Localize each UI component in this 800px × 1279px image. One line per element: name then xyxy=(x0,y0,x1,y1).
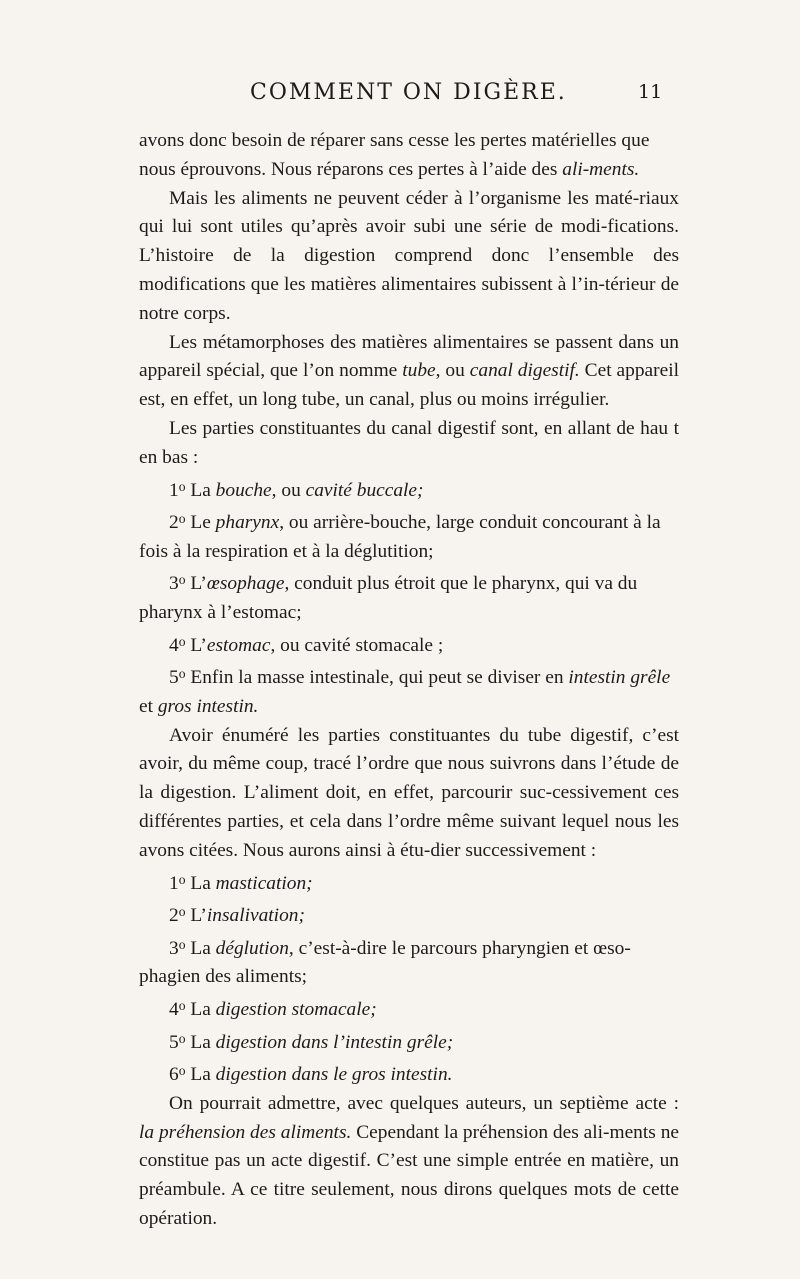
paragraph xyxy=(139,722,679,866)
list-item: 4$^o$ La digestion stomacale; xyxy=(169,998,377,1020)
list-item: 3$^o$ L’œsophage, conduit plus étroit que le pharynx, qui va du pharynx à l’estomac; xyxy=(139,572,638,623)
text-run: Cet appareil est, en effet, un long tube, un canal, plus ou moins irrégulier. xyxy=(139,360,679,411)
italic-term: ali-ments. xyxy=(562,158,640,180)
list-item: 3$^o$ La déglution, c’est-à-dire le parcours pharyngien et œso-phagien des aliments; xyxy=(139,936,631,988)
body-text xyxy=(139,127,679,1234)
paragraph xyxy=(139,1090,679,1234)
text-run: Mais les aliments ne peuvent céder à l’organisme les maté-riaux qui lui sont utiles qu’après avoir subi une série de modi-fications. L’histoire de la digestion comprend donc l’ensemble des modifications que les matières alimentaires subissent à l’in-térieur de notre corps. xyxy=(139,187,679,324)
list-item: 2$^o$ Le pharynx, ou arrière-bouche, large conduit concourant à la fois à la respiration et à la déglutition; xyxy=(139,511,661,562)
paragraph xyxy=(139,329,679,415)
list-item: 6$^o$ La digestion dans le gros intestin. xyxy=(169,1063,453,1085)
text-run: avons donc besoin de réparer sans cesse les pertes matérielles que nous éprouvons. Nous réparons ces pertes à l’aide des xyxy=(139,130,650,180)
list-item: 4$^o$ L’estomac, ou cavité stomacale ; xyxy=(169,633,444,656)
italic-term: tube xyxy=(402,360,436,382)
list-item: 1$^o$ La bouche, ou cavité buccale; xyxy=(169,478,424,501)
text-run: Avoir énuméré les parties constituantes du tube digestif, c’est avoir, du même coup, tracé l’ordre que nous suivrons dans l’étude de la digestion. L’aliment doit, en effet, parcourir suc-cessivement ces différentes parties, et cela dans l’ordre même suivant lequel nous les avons citées. Nous aurons ainsi à étu-dier successivement : xyxy=(139,724,679,861)
stage-list xyxy=(139,866,679,1090)
text-run: Les métamorphoses des matières alimentaires se passent dans un appareil spécial, que l’on nomme xyxy=(139,331,679,382)
text-run: On pourrait admettre, avec quelques auteurs, un septième acte : xyxy=(169,1092,679,1114)
italic-term: la préhension des aliments. xyxy=(139,1121,352,1143)
list-item: 5$^o$ Enfin la masse intestinale, qui peut se diviser en intestin grêle et gros intestin. xyxy=(139,666,671,717)
running-title: COMMENT ON DIGÈRE. xyxy=(250,80,567,105)
text-run: , ou xyxy=(435,360,470,382)
paragraph xyxy=(139,127,679,185)
page-number: 11 xyxy=(638,81,663,103)
running-header xyxy=(0,80,800,110)
list-item: 2$^o$ L’insalivation; xyxy=(169,904,305,926)
organ-list xyxy=(139,473,679,722)
list-item: 5$^o$ La digestion dans l’intestin grêle; xyxy=(169,1030,454,1053)
italic-term: canal digestif. xyxy=(469,360,580,382)
text-run: Cependant la préhension des ali-ments ne constitue pas un acte digestif. C’est une simple entrée en matière, un préambule. A ce titre seulement, nous dirons quelques mots de cette opération. xyxy=(139,1121,680,1229)
text-run: Les parties constituantes du canal digestif sont, en allant de hau t en bas : xyxy=(139,417,679,468)
paragraph xyxy=(139,415,679,473)
list-item: 1$^o$ La mastication; xyxy=(169,871,313,894)
paragraph xyxy=(139,185,679,329)
